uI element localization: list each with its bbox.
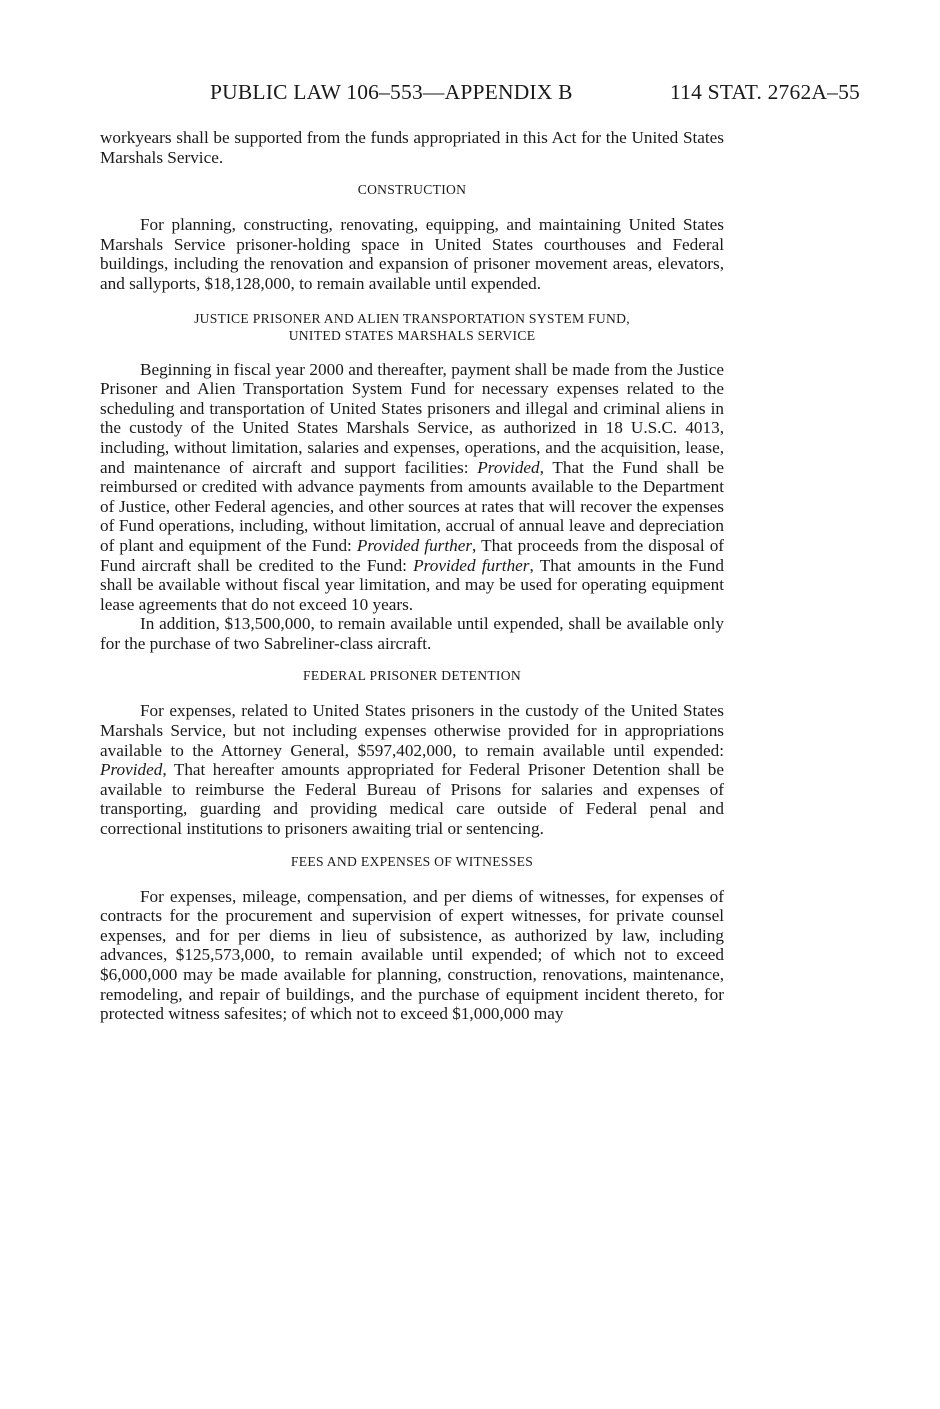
intro-paragraph: workyears shall be supported from the funds appropriated in this Act for the United States Marshals Service. bbox=[100, 128, 724, 167]
witnesses-paragraph: For expenses, mileage, compensation, and per diems of witnesses, for expenses of contracts for the procurement and supervision of expert witnesses, for private counsel expenses, and for per diems in lieu of subsistence, as authorized by law, including advances, $125,573,000, to remain available until expended; of which not to exceed $6,000,000 may be made available for planning, construction, renovations, maintenance, remodeling, and repair of buildings, and the purchase of equipment incident thereto, for protected witness safesites; of which not to exceed $1,000,000 may bbox=[100, 886, 724, 1024]
heading-jpats-line1: JUSTICE PRISONER AND ALIEN TRANSPORTATION SYSTEM FUND, bbox=[194, 310, 630, 326]
detention-paragraph bbox=[100, 701, 724, 838]
heading-jpats-line2: UNITED STATES MARSHALS SERVICE bbox=[288, 327, 536, 343]
stat-page-number: 114 STAT. 2762A–55 bbox=[669, 80, 860, 104]
jpats-text-a: Beginning in fiscal year 2000 and thereafter, payment shall be made from the Justice Prisoner and Alien Transportation System Fund for necessary expenses related to the scheduling and transportation of United States prisoners and illegal and criminal aliens in the custody of the United States Marshals Service, as authorized in 18 U.S.C. 4013, including, without limitation, salaries and expenses, operations, and the acquisition, lease, and maintenance of aircraft and support facilities: bbox=[100, 359, 724, 477]
detention-text-b: , That hereafter amounts appropriated for Federal Prisoner Detention shall be available to reimburse the Federal Bureau of Prisons for salaries and expenses of transporting, guarding and providing medical care outside of Federal penal and correctional institutions to prisoners awaiting trial or sentencing. bbox=[100, 760, 724, 839]
jpats-proviso-2: Provided further bbox=[356, 535, 473, 555]
jpats-text-b: , That the Fund shall be reimbursed or credited with advance payments from amounts available to the Department of Justice, other Federal agencies, and other sources at rates that will recover the expenses of Fund operations, including, without limitation, accrual of annual leave and depreciation of plant and equipment of the Fund: bbox=[100, 457, 724, 555]
jpats-proviso-3: Provided further bbox=[413, 555, 530, 575]
jpats-text-c: , That proceeds from the disposal of Fund aircraft shall be credited to the Fund: bbox=[100, 535, 725, 575]
jpats-paragraph-1 bbox=[100, 360, 724, 615]
heading-detention: FEDERAL PRISONER DETENTION bbox=[303, 668, 521, 684]
detention-text-a: For expenses, related to United States prisoners in the custody of the United States Marshals Service, but not including expenses otherwise provided for in appropriations available to the Attorney General, $597,402,000, to remain available until expended: bbox=[100, 701, 724, 760]
body-text bbox=[100, 128, 724, 1024]
construction-paragraph: For planning, constructing, renovating, equipping, and maintaining United States Marshals Service prisoner-holding space in United States courthouses and Federal buildings, including the renovation and expansion of prisoner movement areas, elevators, and sallyports, $18,128,000, to remain available until expended. bbox=[100, 215, 724, 293]
running-head-title: PUBLIC LAW 106–553—APPENDIX B bbox=[210, 80, 573, 104]
jpats-paragraph-2: In addition, $13,500,000, to remain available until expended, shall be available only for the purchase of two Sabreliner-class aircraft. bbox=[100, 614, 724, 653]
detention-proviso: Provided bbox=[100, 760, 163, 780]
running-head bbox=[210, 80, 860, 112]
jpats-proviso-1: Provided bbox=[477, 457, 540, 477]
heading-construction: CONSTRUCTION bbox=[357, 182, 467, 198]
jpats-text-d: , That amounts in the Fund shall be available without fiscal year limitation, and may be used for operating equipment lease agreements that do not exceed 10 years. bbox=[100, 555, 724, 614]
heading-witnesses: FEES AND EXPENSES OF WITNESSES bbox=[290, 853, 534, 869]
heading-jpats bbox=[100, 310, 724, 344]
